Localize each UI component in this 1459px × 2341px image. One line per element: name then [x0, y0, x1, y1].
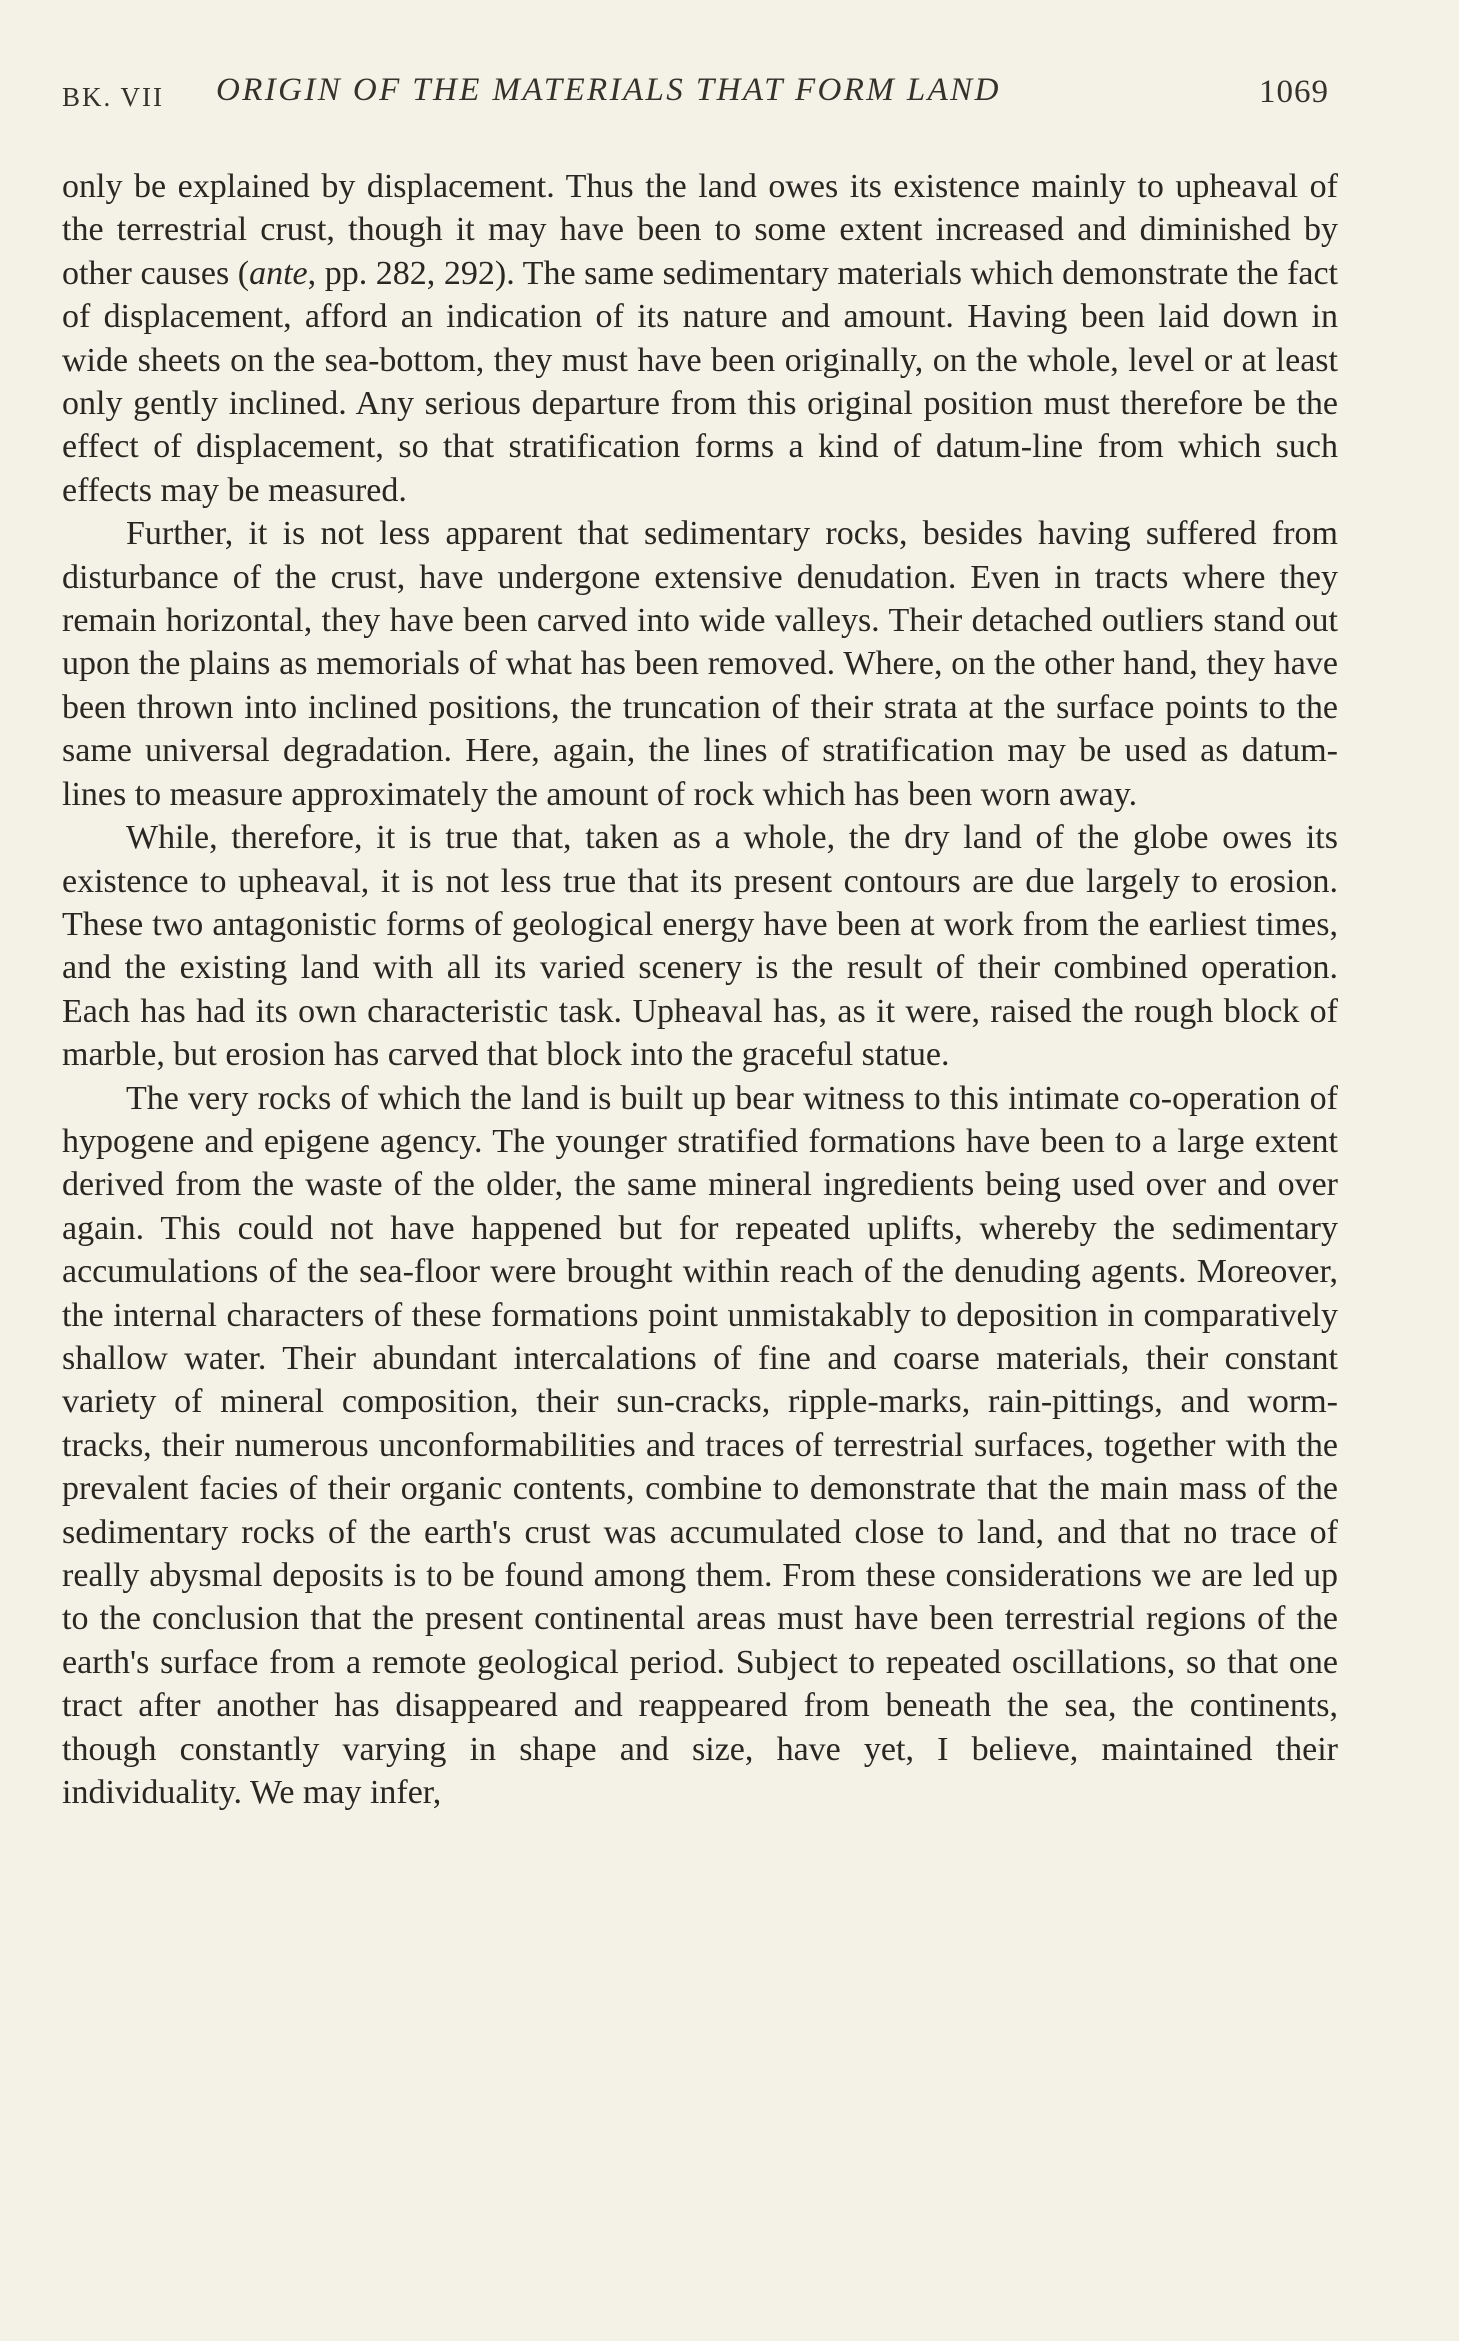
paragraph-1-italic-ref: ante — [249, 254, 308, 292]
book-marker: BK. VII — [62, 82, 165, 112]
running-title: ORIGIN OF THE MATERIALS THAT FORM LAND — [216, 72, 1001, 108]
running-head — [62, 72, 1329, 120]
paragraph-1 — [62, 165, 1338, 512]
paragraph-1-text-after: , pp. 282, 292). The same sedimentary materials which demonstrate the fact of displacement, afford an indication of its nature and amount. Having been laid down in wide sheets on the sea-bottom, they must have been originally, on the whole, level or at least only gently inclined. Any serious departure from this original position must therefore be the effect of displacement, so that stratification forms a kind of datum-line from which such effects may be measured. — [62, 254, 1338, 509]
paragraph-2: Further, it is not less apparent that sedimentary rocks, besides having suffered from disturbance of the crust, have undergone extensive denudation. Even in tracts where they remain horizontal, they have been carved into wide valleys. Their detached outliers stand out upon the plains as memorials of what has been removed. Where, on the other hand, they have been thrown into inclined positions, the truncation of their strata at the surface points to the same universal degradation. Here, again, the lines of stratification may be used as datum-lines to measure approximately the amount of rock which has been worn away. — [62, 515, 1338, 813]
page-number: 1069 — [1259, 74, 1329, 110]
paragraph-4: The very rocks of which the land is built up bear witness to this intimate co-operation of hypogene and epigene agency. The younger stratified formations have been to a large extent derived from the waste of the older, the same mineral ingredients being used over and over again. This could not have happened but for repeated uplifts, whereby the sedimentary accumulations of the sea-floor were brought within reach of the denuding agents. Moreover, the internal characters of these formations point unmistakably to deposition in comparatively shallow water. Their abundant intercalations of fine and coarse materials, their constant variety of mineral composition, their sun-cracks, ripple-marks, rain-pittings, and worm-tracks, their numerous unconformabilities and traces of terrestrial surfaces, together with the prevalent facies of their organic contents, combine to demonstrate that the main mass of the sedimentary rocks of the earth's crust was accumulated close to land, and that no trace of really abysmal deposits is to be found among them. From these considerations we are led up to the conclusion that the present continental areas must have been terrestrial regions of the earth's surface from a remote geological period. Subject to repeated oscillations, so that one tract after another has disappeared and reappeared from beneath the sea, the continents, though constantly varying in shape and size, have yet, I believe, maintained their individuality. We may infer, — [62, 1079, 1338, 1812]
body-text — [62, 165, 1338, 1814]
paragraph-1-text-before: only be explained by displacement. Thus the land owes its existence mainly to upheaval of the terrestrial crust, though it may have been to some extent increased and diminished by other causes ( — [62, 168, 1338, 292]
paragraph-3: While, therefore, it is true that, taken as a whole, the dry land of the globe owes its existence to upheaval, it is not less true that its present contours are due largely to erosion. These two antagonistic forms of geological energy have been at work from the earliest times, and the existing land with all its varied scenery is the result of their combined operation. Each has had its own characteristic task. Upheaval has, as it were, raised the rough block of marble, but erosion has carved that block into the graceful statue. — [62, 819, 1338, 1074]
